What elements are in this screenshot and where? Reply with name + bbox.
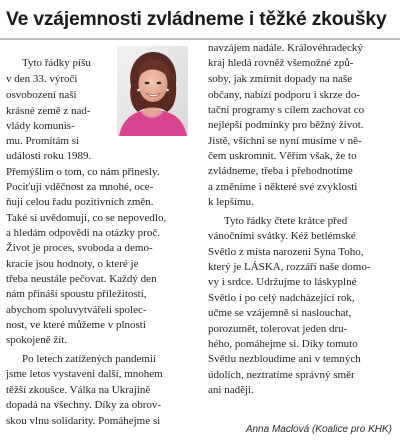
col2-line: a změníme i některé své zvyklosti [208,181,358,193]
col1-line: a hledám odpovědi na otázky proč. [6,227,160,239]
col1-line: Přemýšlím o tom, co nám přinesly. [6,166,160,178]
col2-line: vy i srdce. Udržujme to láskyplné [208,276,357,288]
col1-line: Po letech zatížených pandemií [22,353,157,365]
col1-line: jsme letos vystaveni další, mnohem [6,368,163,380]
col2-line: nejlepší podmínky pro běžný život. [208,119,364,131]
col2-line: tační programy s cílem zachovat co [208,104,365,116]
col1-line: Pociťuji vděčnost za mnohé, oce- [6,181,154,193]
col1-line: abychom spoluvytvářeli spolec- [6,304,147,316]
author-signature: Anna Maclová (Koalice pro KHK) [245,424,392,435]
col2-line: Světlo i po celý nadcházející rok, [208,292,355,304]
author-portrait-image [117,46,188,136]
col2-line: Světlo z místa narození Syna Toho, [208,246,364,258]
col1-line: kracie jsou hodnoty, o které je [6,258,139,270]
col1-line: ňuji celou řadu pozitivních změn. [6,196,154,208]
col2-line: soby, jak zmírnit dopady na naše [208,73,353,85]
col2-line: který je LÁSKA, rozzáří naše domo- [208,261,371,273]
headline-divider [0,38,400,40]
col1-line: Život je proces, svoboda a demo- [6,242,153,254]
col1-line: nám přináší spoustu příležitostí, [6,288,147,300]
article-headline: Ve vzájemnosti zvládneme i těžké zkoušky [6,8,387,30]
col1-line: osvobození naší [6,89,77,101]
col1-line: spokojeně žít. [6,334,68,346]
col2-line: učme se vzájemně si naslouchat, [208,307,352,319]
col1-line: vlády komunis- [6,120,75,132]
author-photo [117,46,188,136]
col2-line: zvládneme, třeba i přehodnotíme [208,165,353,177]
col2-line: čem uskromnit. Věřím však, že to [208,150,357,162]
col1-line: dopadá na všechny. Díky za obrov- [6,399,162,411]
col2-line: občany, nabízí podporu i skrze do- [208,89,361,101]
col2-line: Tyto řádky čtete krátce před [224,215,348,227]
col2-line: vánočními svátky. Kéž betlémské [208,230,356,242]
col2-line: údolích, neztratíme správný směr [208,369,355,381]
col1-line: skou vlnu solidarity. Pomáhejme si [6,415,161,427]
col2-line: hého, pomáhejme si. Díky tomuto [208,338,358,350]
col1-line: nost, ve které můžeme v plnosti [6,319,146,331]
col2-line: Jistě, všichni se nyní musíme v ně- [208,135,362,147]
col2-line: Světlu nezbloudíme ani v temných [208,353,361,365]
col1-line: Také si uvědomuji, co se nepovedlo, [6,212,167,224]
col1-line: krásné země z nad- [6,105,91,117]
col2-line: ani naději. [208,384,254,396]
col1-line: mu. Promítám si [6,135,80,147]
col1-line: Tyto řádky píšu [22,57,91,69]
col2-line: k lepšímu. [208,196,254,208]
col2-line: navzájem nadále. Královéhradecký [208,42,363,54]
col1-line: třeba neustále pečovat. Každý den [6,273,157,285]
col1-line: v den 33. výročí [6,73,78,85]
col2-line: kraj hledá rovněž všemožné způ- [208,57,354,69]
col1-line: události roku 1989. [6,150,92,162]
col1-line: těžší zkoušce. Válka na Ukrajině [6,384,151,396]
col2-line: porozumět, tolerovat jeden dru- [208,323,348,335]
